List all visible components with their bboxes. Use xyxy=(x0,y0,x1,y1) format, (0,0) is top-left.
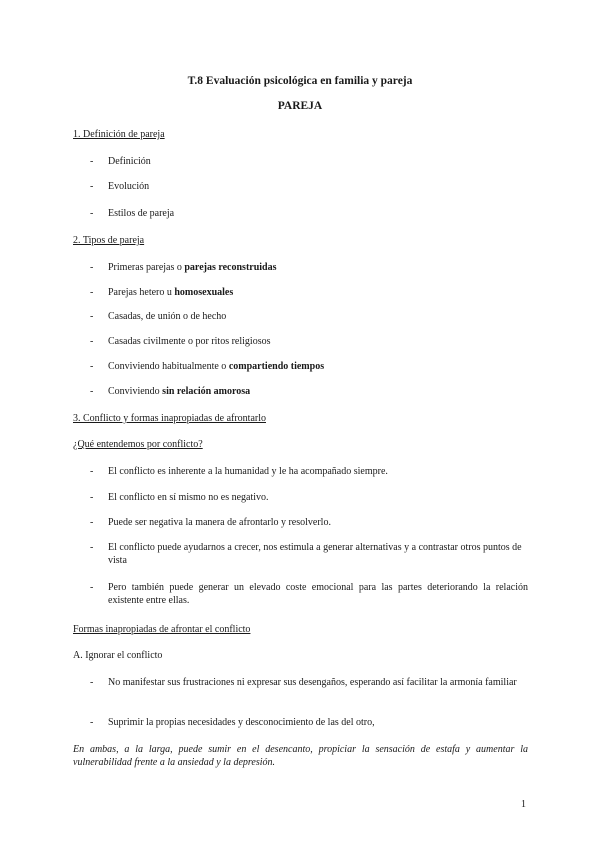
section-2-item: Primeras parejas o parejas reconstruidas xyxy=(108,262,277,273)
section-1-item: Estilos de pareja xyxy=(108,208,175,219)
bullet-dash: - xyxy=(90,336,94,347)
bullet-dash: - xyxy=(90,311,94,322)
conclusion-paragraph: En ambas, a la larga, puede sumir en el desencanto, propiciar la sensación de estafa y aumentar la vulnerabilidad frente a la ansiedad y la depresión. xyxy=(73,744,528,768)
forms-heading: Formas inapropiadas de afrontar el conflicto xyxy=(73,624,251,635)
bullet-dash: - xyxy=(90,466,94,477)
section-1-item: Evolución xyxy=(108,181,150,192)
section-2-heading: 2. Tipos de pareja xyxy=(73,235,145,246)
section-2-item: Casadas, de unión o de hecho xyxy=(108,311,227,322)
bullet-dash: - xyxy=(90,181,94,192)
section-1-item: Definición xyxy=(108,156,151,167)
bullet-dash: - xyxy=(90,492,94,503)
section-3-item: El conflicto es inherente a la humanidad y le ha acompañado siempre. xyxy=(108,466,388,477)
section-2-item: Conviviendo sin relación amorosa xyxy=(108,386,251,397)
section-3-question: ¿Qué entendemos por conflicto? xyxy=(73,439,203,450)
bullet-dash: - xyxy=(90,717,94,728)
document-title: T.8 Evaluación psicológica en familia y pareja xyxy=(187,75,413,87)
subheading-a: A. Ignorar el conflicto xyxy=(73,650,163,661)
bullet-dash: - xyxy=(90,361,94,372)
bullet-dash: - xyxy=(90,208,94,219)
section-3-item: El conflicto en sí mismo no es negativo. xyxy=(108,492,269,503)
section-1-heading: 1. Definición de pareja xyxy=(73,129,165,140)
bullet-dash: - xyxy=(90,386,94,397)
bullet-dash: - xyxy=(90,156,94,167)
section-2-item: Parejas hetero u homosexuales xyxy=(108,287,234,298)
section-3-item: Pero también puede generar un elevado coste emocional para las partes deteriorando la relación existente entre ellas. xyxy=(108,582,528,606)
bullet-dash: - xyxy=(90,542,94,553)
document-subtitle: PAREJA xyxy=(277,100,323,112)
bullet-dash: - xyxy=(90,287,94,298)
page-number: 1 xyxy=(521,799,526,810)
section-2-item: Conviviendo habitualmente o compartiendo tiempos xyxy=(108,361,325,372)
bullet-dash: - xyxy=(90,582,94,593)
subheading-a-item: No manifestar sus frustraciones ni expresar sus desengaños, esperando así facilitar la armonía familiar xyxy=(108,677,517,688)
bullet-dash: - xyxy=(90,262,94,273)
section-2-item: Casadas civilmente o por ritos religiosos xyxy=(108,336,271,347)
bullet-dash: - xyxy=(90,517,94,528)
bullet-dash: - xyxy=(90,677,94,688)
subheading-a-item: Suprimir la propias necesidades y desconocimiento de las del otro, xyxy=(108,717,375,728)
section-3-item: El conflicto puede ayudarnos a crecer, nos estimula a generar alternativas y a contrastar otros puntos de vista xyxy=(108,542,522,566)
section-3-heading: 3. Conflicto y formas inapropiadas de afrontarlo xyxy=(73,413,266,424)
section-3-item: Puede ser negativa la manera de afrontarlo y resolverlo. xyxy=(108,517,331,528)
